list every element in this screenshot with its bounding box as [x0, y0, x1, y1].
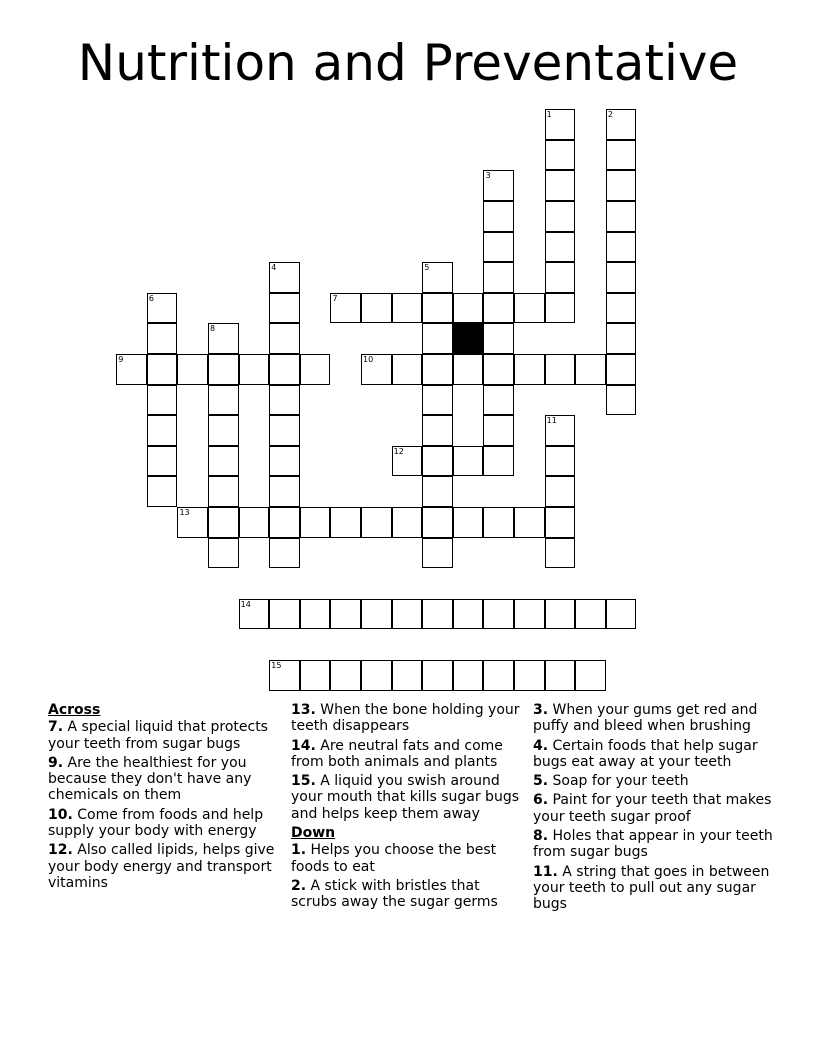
- crossword-cell[interactable]: [330, 293, 361, 324]
- clue-number: 2.: [291, 877, 307, 894]
- clue-number: 14.: [291, 737, 316, 754]
- black-cell: [453, 323, 484, 354]
- crossword-cell[interactable]: [514, 507, 545, 538]
- crossword-cell[interactable]: [483, 415, 514, 446]
- clue-number: 10.: [48, 806, 73, 823]
- clue-down-4: [533, 738, 773, 771]
- crossword-cell[interactable]: [606, 293, 637, 324]
- clue-text: A stick with bristles that scrubs away the sugar germs: [291, 877, 498, 911]
- clue-across-9: [48, 755, 288, 804]
- crossword-cell[interactable]: [361, 293, 392, 324]
- crossword-cell[interactable]: [606, 599, 637, 630]
- cell-number: 5: [424, 263, 430, 273]
- crossword-cell[interactable]: [483, 599, 514, 630]
- clue-text: A liquid you swish around your mouth that kills sugar bugs and helps keep them away: [291, 773, 519, 822]
- cell-number: 10: [363, 355, 374, 365]
- crossword-cell[interactable]: [453, 446, 484, 477]
- crossword-cell[interactable]: [208, 538, 239, 569]
- crossword-cell[interactable]: [545, 599, 576, 630]
- crossword-cell[interactable]: [483, 323, 514, 354]
- crossword-cell[interactable]: [483, 201, 514, 232]
- crossword-cell[interactable]: [392, 293, 423, 324]
- crossword-cell[interactable]: [177, 354, 208, 385]
- crossword-cell[interactable]: [300, 507, 331, 538]
- crossword-cell[interactable]: [208, 446, 239, 477]
- crossword-cell[interactable]: [422, 507, 453, 538]
- clue-text: Soap for your teeth: [552, 773, 689, 790]
- crossword-cell[interactable]: [606, 140, 637, 171]
- crossword-cell[interactable]: [208, 385, 239, 416]
- crossword-cell[interactable]: [514, 293, 545, 324]
- crossword-cell[interactable]: [422, 476, 453, 507]
- clue-number: 11.: [533, 863, 558, 880]
- clue-text: A special liquid that protects your teeth from sugar bugs: [48, 719, 268, 752]
- clue-number: 12.: [48, 842, 73, 859]
- clue-down-5: [533, 773, 773, 789]
- crossword-cell[interactable]: [483, 446, 514, 477]
- crossword-cell[interactable]: [269, 476, 300, 507]
- crossword-cell[interactable]: [453, 507, 484, 538]
- clue-number: 4.: [533, 737, 549, 754]
- crossword-cell[interactable]: [453, 660, 484, 691]
- clue-number: 9.: [48, 754, 64, 771]
- crossword-cell[interactable]: [453, 293, 484, 324]
- clue-across-10: [48, 807, 288, 840]
- crossword-cell[interactable]: [545, 660, 576, 691]
- crossword-cell[interactable]: [575, 599, 606, 630]
- crossword-cell[interactable]: [239, 507, 270, 538]
- crossword-cell[interactable]: [147, 446, 178, 477]
- clue-column-3: [533, 702, 773, 916]
- clue-down-11: [533, 864, 773, 913]
- crossword-cell[interactable]: [269, 415, 300, 446]
- crossword-cell[interactable]: [361, 660, 392, 691]
- crossword-cell[interactable]: [208, 415, 239, 446]
- crossword-cell[interactable]: [392, 446, 423, 477]
- crossword-cell[interactable]: [392, 354, 423, 385]
- crossword-cell[interactable]: [545, 507, 576, 538]
- cell-number: 2: [607, 110, 613, 120]
- clue-down-1: [291, 842, 523, 875]
- crossword-cell[interactable]: [392, 599, 423, 630]
- crossword-cell[interactable]: [392, 507, 423, 538]
- clue-number: 8.: [533, 828, 549, 845]
- crossword-cell[interactable]: [453, 354, 484, 385]
- crossword-cell[interactable]: [269, 262, 300, 293]
- crossword-cell[interactable]: [545, 109, 576, 140]
- crossword-cell[interactable]: [483, 293, 514, 324]
- clue-number: 5.: [533, 773, 549, 790]
- crossword-cell[interactable]: [269, 599, 300, 630]
- crossword-cell[interactable]: [147, 385, 178, 416]
- crossword-cell[interactable]: [269, 293, 300, 324]
- cell-number: 6: [148, 293, 154, 303]
- clue-across-13: [291, 702, 523, 735]
- crossword-cell[interactable]: [606, 201, 637, 232]
- crossword-cell[interactable]: [545, 140, 576, 171]
- crossword-cell[interactable]: [208, 354, 239, 385]
- clue-down-2: [291, 878, 523, 911]
- crossword-cell[interactable]: [208, 476, 239, 507]
- crossword-cell[interactable]: [208, 323, 239, 354]
- crossword-cell[interactable]: [514, 354, 545, 385]
- clue-text: Certain foods that help sugar bugs eat away at your teeth: [533, 737, 758, 770]
- crossword-cell[interactable]: [422, 415, 453, 446]
- cell-number: 4: [271, 263, 277, 273]
- crossword-cell[interactable]: [269, 538, 300, 569]
- page-title: Nutrition and Preventative: [77, 34, 739, 92]
- clue-number: 13.: [291, 702, 316, 718]
- crossword-cell[interactable]: [483, 170, 514, 201]
- crossword-cell[interactable]: [422, 385, 453, 416]
- cell-number: 8: [210, 324, 216, 334]
- clue-text: Paint for your teeth that makes your teeth sugar proof: [533, 792, 772, 825]
- crossword-cell[interactable]: [300, 660, 331, 691]
- clue-text: When your gums get red and puffy and bleed when brushing: [533, 702, 758, 735]
- crossword-cell[interactable]: [300, 599, 331, 630]
- cell-number: 11: [546, 416, 557, 426]
- clue-text: When the bone holding your teeth disappears: [291, 702, 520, 735]
- cell-number: 15: [271, 661, 282, 671]
- crossword-cell[interactable]: [422, 538, 453, 569]
- clue-text: Are the healthiest for you because they don't have any chemicals on them: [48, 754, 252, 804]
- crossword-cell[interactable]: [177, 507, 208, 538]
- clue-text: Are neutral fats and come from both animals and plants: [291, 737, 503, 770]
- crossword-cell[interactable]: [483, 262, 514, 293]
- clue-text: Also called lipids, helps give your body energy and transport vitamins: [48, 842, 275, 891]
- crossword-cell[interactable]: [606, 323, 637, 354]
- crossword-cell[interactable]: [147, 354, 178, 385]
- crossword-cell[interactable]: [606, 109, 637, 140]
- crossword-cell[interactable]: [422, 262, 453, 293]
- crossword-cell[interactable]: [269, 660, 300, 691]
- crossword-cell[interactable]: [545, 354, 576, 385]
- clue-text: Holes that appear in your teeth from sugar bugs: [533, 828, 773, 861]
- crossword-cell[interactable]: [239, 354, 270, 385]
- clue-down-8: [533, 828, 773, 861]
- crossword-cell[interactable]: [361, 354, 392, 385]
- clue-number: 1.: [291, 842, 307, 859]
- crossword-cell[interactable]: [330, 507, 361, 538]
- clue-column-1: [48, 702, 288, 894]
- cell-number: 13: [179, 508, 190, 518]
- crossword-cell[interactable]: [330, 660, 361, 691]
- crossword-cell[interactable]: [422, 323, 453, 354]
- clue-text: Helps you choose the best foods to eat: [291, 842, 497, 875]
- crossword-cell[interactable]: [483, 507, 514, 538]
- crossword-cell[interactable]: [422, 599, 453, 630]
- clue-across-12: [48, 842, 288, 891]
- crossword-cell[interactable]: [147, 323, 178, 354]
- crossword-cell[interactable]: [300, 354, 331, 385]
- crossword-cell[interactable]: [606, 262, 637, 293]
- clue-number: 7.: [48, 719, 64, 736]
- crossword-cell[interactable]: [116, 354, 147, 385]
- crossword-cell[interactable]: [483, 385, 514, 416]
- down-heading: Down: [291, 825, 336, 842]
- clue-number: 6.: [533, 792, 549, 809]
- crossword-cell[interactable]: [147, 293, 178, 324]
- crossword-cell[interactable]: [269, 354, 300, 385]
- cell-number: 7: [332, 293, 338, 303]
- crossword-cell[interactable]: [545, 262, 576, 293]
- crossword-cell[interactable]: [422, 446, 453, 477]
- crossword-cell[interactable]: [147, 476, 178, 507]
- clue-across-7: [48, 719, 288, 752]
- clue-text: Come from foods and help supply your body with energy: [48, 806, 264, 840]
- crossword-cell[interactable]: [514, 599, 545, 630]
- crossword-cell[interactable]: [330, 599, 361, 630]
- crossword-cell[interactable]: [545, 476, 576, 507]
- crossword-cell[interactable]: [545, 538, 576, 569]
- crossword-cell[interactable]: [606, 354, 637, 385]
- crossword-cell[interactable]: [483, 232, 514, 263]
- crossword-cell[interactable]: [208, 507, 239, 538]
- crossword-cell[interactable]: [422, 660, 453, 691]
- crossword-cell[interactable]: [606, 170, 637, 201]
- clue-across-15: [291, 773, 523, 822]
- clue-across-14: [291, 738, 523, 771]
- clue-number: 3.: [533, 702, 549, 718]
- across-heading: Across: [48, 702, 101, 718]
- crossword-cell[interactable]: [422, 354, 453, 385]
- clue-down-3: [533, 702, 773, 735]
- clue-text: A string that goes in between your teeth to pull out any sugar bugs: [533, 863, 770, 913]
- crossword-cell[interactable]: [545, 201, 576, 232]
- crossword-cell[interactable]: [269, 385, 300, 416]
- crossword-cell[interactable]: [453, 599, 484, 630]
- clue-number: 15.: [291, 773, 316, 790]
- crossword-cell[interactable]: [392, 660, 423, 691]
- crossword-cell[interactable]: [269, 446, 300, 477]
- cell-number: 14: [240, 599, 251, 609]
- cell-number: 9: [118, 355, 124, 365]
- crossword-cell[interactable]: [361, 599, 392, 630]
- crossword-cell[interactable]: [545, 415, 576, 446]
- crossword-cell[interactable]: [147, 415, 178, 446]
- cell-number: 12: [393, 446, 404, 456]
- cell-number: 1: [546, 110, 552, 120]
- crossword-cell[interactable]: [361, 507, 392, 538]
- crossword-cell[interactable]: [575, 660, 606, 691]
- crossword-cell[interactable]: [545, 232, 576, 263]
- crossword-cell[interactable]: [606, 385, 637, 416]
- cell-number: 3: [485, 171, 491, 181]
- crossword-cell[interactable]: [422, 293, 453, 324]
- crossword-cell[interactable]: [514, 660, 545, 691]
- crossword-cell[interactable]: [269, 507, 300, 538]
- crossword-cell[interactable]: [269, 323, 300, 354]
- crossword-cell[interactable]: [545, 293, 576, 324]
- crossword-cell[interactable]: [545, 170, 576, 201]
- clue-column-2: [291, 702, 523, 914]
- crossword-cell[interactable]: [239, 599, 270, 630]
- crossword-cell[interactable]: [575, 354, 606, 385]
- clue-down-6: [533, 792, 773, 825]
- crossword-cell[interactable]: [606, 232, 637, 263]
- crossword-cell[interactable]: [483, 660, 514, 691]
- crossword-cell[interactable]: [545, 446, 576, 477]
- crossword-cell[interactable]: [483, 354, 514, 385]
